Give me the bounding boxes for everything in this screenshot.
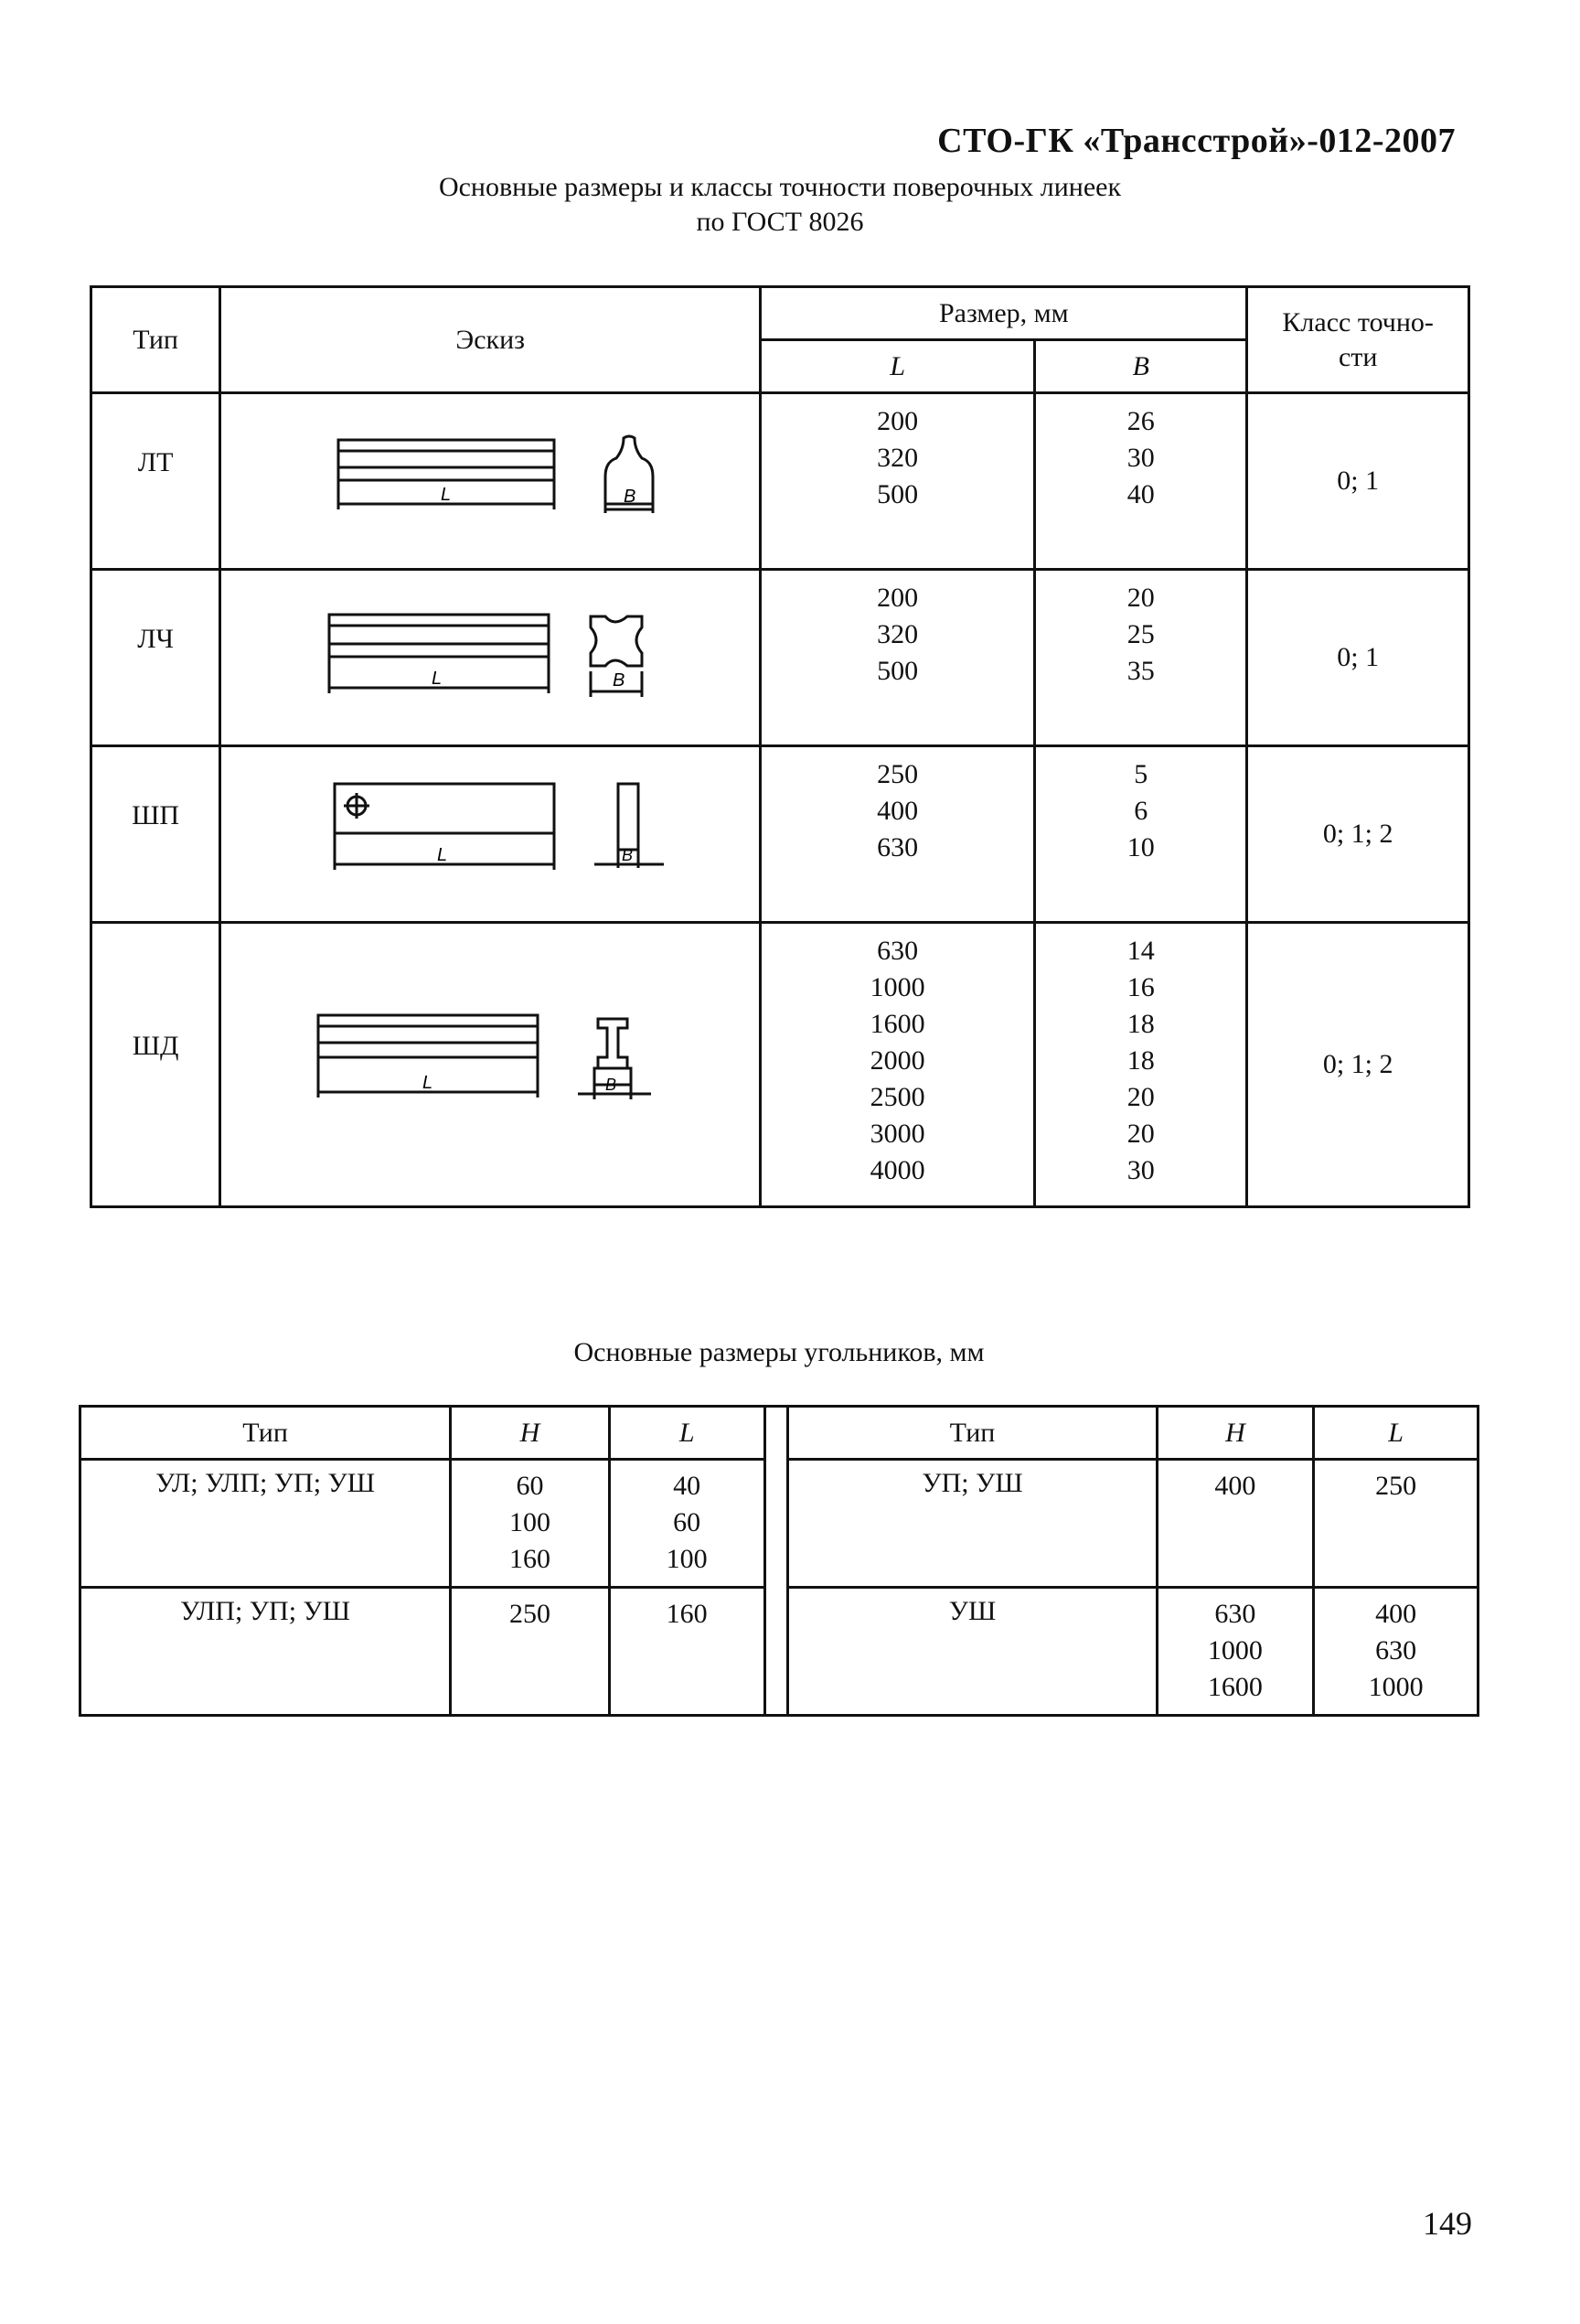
cell-class: 0; 1; 2	[1247, 746, 1469, 923]
right-row-type: УШ	[788, 1588, 1157, 1716]
sketch-lch-L-label: L	[432, 669, 443, 689]
header-size: Размер, мм	[761, 287, 1247, 340]
right-row-L	[1314, 1460, 1479, 1588]
right-header-type: Тип	[788, 1407, 1157, 1460]
values-L: 250	[1375, 1471, 1417, 1501]
squares-table	[79, 1405, 1479, 1717]
table-row	[91, 746, 1469, 923]
row-type: ЛЧ	[91, 570, 220, 746]
table-row	[91, 923, 1469, 1207]
left-row-type: УЛ; УЛП; УП; УШ	[80, 1460, 451, 1588]
values-H: 630 1000 1600	[1207, 1599, 1263, 1702]
sketch-lt-L-label: L	[441, 485, 452, 505]
values-B: 14 16 18 18 20 20 30	[1126, 936, 1155, 1185]
table2-caption: Основные размеры угольников, мм	[573, 1337, 985, 1367]
sketch-shp-B-label: B	[622, 846, 634, 864]
row-type: ШД	[91, 923, 220, 1207]
left-header-L: L	[609, 1407, 764, 1460]
values-B: 26 30 40	[1126, 406, 1155, 509]
values-L: 250 400 630	[877, 759, 919, 862]
table1-caption-line1: Основные размеры и классы точности поверочных линеек	[438, 172, 1122, 202]
right-row-H	[1157, 1460, 1314, 1588]
values-H: 400	[1214, 1471, 1256, 1501]
cell-B	[1035, 923, 1247, 1207]
sketch-shd-L-label: L	[422, 1073, 433, 1093]
right-header-H: H	[1157, 1407, 1314, 1460]
cell-L	[761, 923, 1035, 1207]
cell-B	[1035, 393, 1247, 570]
sketch-shd-drawing	[221, 924, 759, 1198]
left-row-L	[609, 1588, 764, 1716]
header-type: Тип	[91, 287, 220, 393]
sketch-shp-L-label: L	[437, 845, 448, 865]
document-code: СТО-ГК «Трансстрой»-012-2007	[937, 122, 1456, 160]
values-H: 60 100 160	[508, 1471, 550, 1574]
values-L: 160	[666, 1599, 708, 1629]
values-B: 5 6 10	[1126, 759, 1155, 862]
table1-caption	[90, 170, 1470, 240]
sketch-shp	[220, 746, 761, 923]
header-class-line1: Класс точно-	[1282, 306, 1434, 337]
sketch-lch-drawing	[221, 571, 759, 737]
header-B: B	[1035, 340, 1247, 393]
cell-L	[761, 746, 1035, 923]
row-type: ЛТ	[91, 393, 220, 570]
left-row-L	[609, 1460, 764, 1588]
sketch-lt-drawing	[221, 394, 759, 561]
values-L: 40 60 100	[666, 1471, 708, 1574]
cell-class: 0; 1; 2	[1247, 923, 1469, 1207]
right-row-type: УП; УШ	[788, 1460, 1157, 1588]
sketch-shp-drawing	[221, 747, 759, 914]
sketch-lt	[220, 393, 761, 570]
table-row	[91, 393, 1469, 570]
cell-L	[761, 570, 1035, 746]
values-L: 200 320 500	[877, 406, 919, 509]
rulers-table	[90, 285, 1470, 1208]
values-L: 630 1000 1600 2000 2500 3000 4000	[870, 936, 925, 1185]
left-row-H	[451, 1588, 610, 1716]
cell-L	[761, 393, 1035, 570]
values-L: 200 320 500	[877, 583, 919, 686]
header-class	[1247, 287, 1469, 393]
sketch-lt-B-label: B	[624, 487, 636, 507]
left-header-type: Тип	[80, 1407, 451, 1460]
cell-B	[1035, 746, 1247, 923]
right-row-H	[1157, 1588, 1314, 1716]
sketch-lch-B-label: B	[613, 670, 625, 691]
sketch-shd	[220, 923, 761, 1207]
row-type: ШП	[91, 746, 220, 923]
sketch-shd-B-label: B	[605, 1076, 617, 1094]
values-B: 20 25 35	[1126, 583, 1155, 686]
cell-class: 0; 1	[1247, 393, 1469, 570]
right-header-L: L	[1314, 1407, 1479, 1460]
table-row	[91, 570, 1469, 746]
table1-caption-line2: по ГОСТ 8026	[696, 207, 864, 237]
left-row-type: УЛП; УП; УШ	[80, 1588, 451, 1716]
page-number: 149	[1423, 2205, 1472, 2242]
cell-B	[1035, 570, 1247, 746]
cell-class: 0; 1	[1247, 570, 1469, 746]
right-row-L	[1314, 1588, 1479, 1716]
header-sketch: Эскиз	[220, 287, 761, 393]
column-divider	[764, 1407, 788, 1716]
left-row-H	[451, 1460, 610, 1588]
values-H: 250	[508, 1599, 550, 1629]
sketch-lch	[220, 570, 761, 746]
values-L: 400 630 1000	[1368, 1599, 1424, 1702]
header-class-line2: сти	[1338, 341, 1378, 372]
left-header-H: H	[451, 1407, 610, 1460]
header-L: L	[761, 340, 1035, 393]
